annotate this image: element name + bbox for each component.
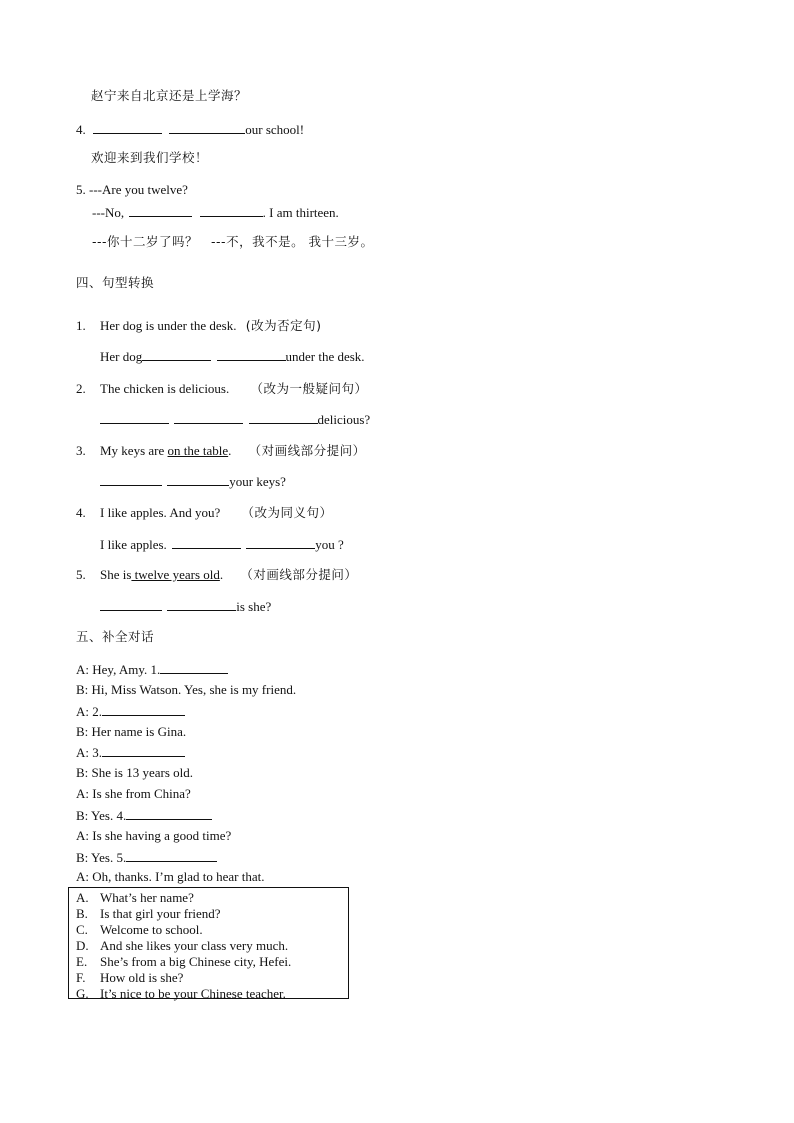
s4-item-3-blank-2[interactable] [167,473,229,486]
s4-item-3-answer [100,473,286,490]
s4-item-2-text: The chicken is delicious. [100,381,230,396]
option-text: Is that girl your friend? [100,906,221,921]
option-letter: G. [76,986,89,1001]
dialogue-blank-3[interactable] [102,744,185,757]
q5-line-1 [76,182,188,198]
s4-item-3 [76,443,366,459]
dialogue-text: B: Yes. 4. [76,808,127,823]
dialogue-line-10 [76,849,217,866]
s4-item-3-hint: （对画线部分提问） [248,443,366,458]
dialogue-blank-2[interactable] [102,703,185,716]
option-a [76,890,348,906]
s4-item-4-hint: （改为同义句） [241,505,333,520]
options-box [68,887,349,999]
section5-heading: 五、补全对话 [76,629,155,644]
q3-chinese-translation: 赵宁来自北京还是上学海？ [91,88,248,103]
s4-item-4 [76,505,333,521]
s4-item-1-answer [100,348,365,365]
s4-item-4-number: 4. [76,505,86,520]
s4-item-2-blank-1[interactable] [100,411,169,424]
dialogue-line-8 [76,807,212,824]
option-letter: F. [76,970,86,985]
option-text: What’s her name? [100,890,194,905]
dialogue-line-7: A: Is she from China? [76,786,191,801]
dialogue-blank-4[interactable] [126,807,212,820]
option-text: How old is she? [100,970,184,985]
s4-item-5-number: 5. [76,567,86,582]
option-text: She’s from a big Chinese city, Hefei. [100,954,292,969]
q5-blank-2[interactable] [200,204,263,217]
s4-item-2-hint: （改为一般疑问句） [250,381,368,396]
s4-item-1-hint: (改为否定句) [245,318,322,333]
option-c [76,922,348,938]
q4-number: 4. [76,122,86,137]
option-letter: C. [76,922,88,937]
s4-item-4-blank-1[interactable] [172,536,241,549]
s4-item-1-blank-2[interactable] [217,348,286,361]
q4-tail: our school! [245,122,305,137]
s4-item-5-blank-1[interactable] [100,598,162,611]
s4-item-5-blank-2[interactable] [167,598,236,611]
option-text: Welcome to school. [100,922,203,937]
s4-item-2-answer [100,411,370,428]
s4-item-5-answer-suffix: is she? [236,599,272,614]
option-letter: D. [76,938,89,953]
s4-item-5 [76,567,357,583]
dialogue-text: A: 2. [76,704,102,719]
s4-item-1 [76,318,321,334]
dialogue-line-11: A: Oh, thanks. I’m glad to hear that. [76,869,265,884]
s4-item-1-answer-prefix: Her dog [100,349,143,364]
q5-question: ---Are you twelve? [89,182,188,197]
s4-item-4-blank-2[interactable] [246,536,315,549]
s4-item-1-text: Her dog is under the desk. [100,318,237,333]
s4-item-4-text: I like apples. And you? [100,505,221,520]
s4-item-2 [76,381,368,397]
section4-heading: 四、句型转换 [76,275,155,290]
s4-item-3-number: 3. [76,443,86,458]
q5-chinese-translation: ---你十二岁了吗？ ---不，我不是。 我十三岁。 [92,234,374,249]
dialogue-text: A: Hey, Amy. 1. [76,662,161,677]
s4-item-4-answer [100,536,344,553]
q5-line-2 [92,204,339,221]
q5-blank-1[interactable] [129,204,192,217]
dialogue-blank-1[interactable] [160,661,228,674]
dialogue-line-1 [76,661,228,678]
q4-chinese-translation: 欢迎来到我们学校！ [91,150,209,165]
s4-item-2-answer-suffix: delicious? [317,412,371,427]
q5-number: 5. [76,182,86,197]
s4-item-5-text-pre: She is [100,567,132,582]
s4-item-4-answer-prefix: I like apples. [100,537,167,552]
s4-item-5-hint: （对画线部分提问） [240,567,358,582]
s4-item-3-underlined-part: on the table [167,443,229,458]
s4-item-5-text-post: . [219,567,224,582]
s4-item-1-answer-suffix: under the desk. [285,349,365,364]
s4-item-5-underlined-part: twelve years old [131,567,220,582]
option-letter: B. [76,906,88,921]
option-g [76,986,348,1002]
q5-answer-prefix: ---No, [92,205,125,220]
option-letter: E. [76,954,88,969]
s4-item-2-blank-2[interactable] [174,411,243,424]
option-text: And she likes your class very much. [100,938,289,953]
s4-item-3-blank-1[interactable] [100,473,162,486]
q4-blank-1[interactable] [93,121,162,134]
dialogue-line-3 [76,703,185,720]
s4-item-3-text-pre: My keys are [100,443,168,458]
dialogue-blank-5[interactable] [126,849,217,862]
option-e [76,954,348,970]
option-text: It’s nice to be your Chinese teacher. [100,986,286,1001]
s4-item-5-answer [100,598,271,615]
s4-item-3-answer-suffix: your keys? [229,474,286,489]
dialogue-line-6: B: She is 13 years old. [76,765,193,780]
dialogue-text: B: Yes. 5. [76,850,127,865]
dialogue-line-5 [76,744,185,761]
option-letter: A. [76,890,89,905]
q5-answer-suffix: . I am thirteen. [262,205,339,220]
option-f [76,970,348,986]
dialogue-line-9: A: Is she having a good time? [76,828,232,843]
s4-item-3-text-post: . [228,443,232,458]
dialogue-line-4: B: Her name is Gina. [76,724,187,739]
q4-blank-2[interactable] [169,121,245,134]
dialogue-line-2: B: Hi, Miss Watson. Yes, she is my friend. [76,682,297,697]
s4-item-1-number: 1. [76,318,86,333]
s4-item-2-blank-3[interactable] [249,411,318,424]
s4-item-4-answer-suffix: you ? [315,537,344,552]
s4-item-1-blank-1[interactable] [142,348,211,361]
dialogue-text: A: 3. [76,745,102,760]
option-b [76,906,348,922]
option-d [76,938,348,954]
q4-line [76,121,304,138]
s4-item-2-number: 2. [76,381,86,396]
